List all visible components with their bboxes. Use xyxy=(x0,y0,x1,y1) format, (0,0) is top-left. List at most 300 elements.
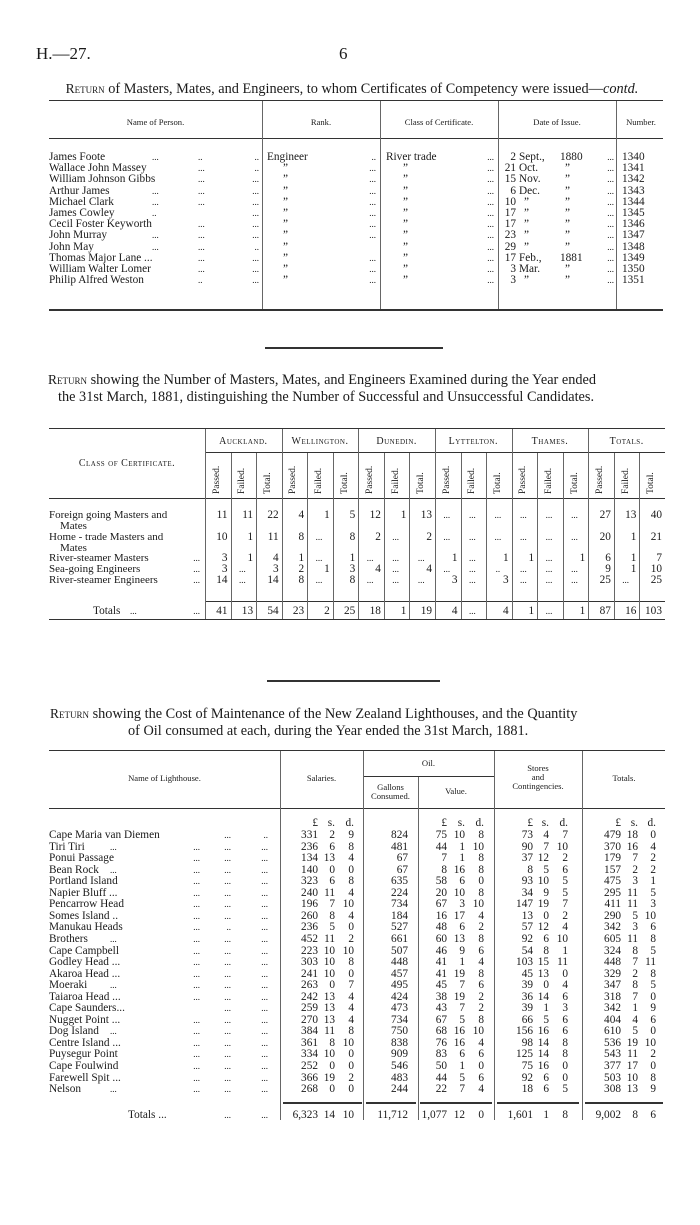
exam-count: ... xyxy=(468,510,476,520)
leader-dots: ... xyxy=(369,230,376,241)
leader-dots: ... xyxy=(607,264,614,274)
subheader-failed: Failed. xyxy=(237,467,248,494)
stores-shillings: 16 xyxy=(537,1025,549,1038)
exam-count: ... xyxy=(315,532,323,542)
rank-ditto: ” xyxy=(283,195,289,208)
lighthouse-name: Nelson xyxy=(49,1083,82,1096)
leader-dots: ... xyxy=(198,241,205,252)
gallons-consumed: 838 xyxy=(391,1036,408,1049)
oil-value-shillings: 5 xyxy=(459,1071,465,1084)
salaries-shillings: 0 xyxy=(329,863,335,876)
exam-count: ... xyxy=(520,532,527,542)
leader-dots: ... xyxy=(152,152,159,162)
total-pence: 8 xyxy=(650,1071,656,1084)
person-name: Philip Alfred Weston xyxy=(49,274,144,287)
person-name: William Walter Lomer xyxy=(49,263,151,275)
subheader-total: Total. xyxy=(262,472,273,494)
exam-count: ... xyxy=(571,564,578,574)
leader-dots: ... xyxy=(607,241,614,252)
totals-rule xyxy=(420,1102,492,1104)
exam-count: 1 xyxy=(247,531,254,543)
exam-total: 87 xyxy=(599,605,611,617)
grand-total-pounds: 9,002 xyxy=(595,1109,621,1121)
totals-label: Totals ... xyxy=(128,1109,167,1121)
exam-count: ... xyxy=(545,553,553,563)
salaries-shillings: 13 xyxy=(323,990,335,1003)
oil-value-pounds: 83 xyxy=(435,1048,447,1061)
issue-month: ” xyxy=(524,195,530,208)
oil-value-shillings: 10 xyxy=(453,829,465,841)
certificate-class: River-steamer Engineers xyxy=(49,574,158,586)
leader-dots: ... xyxy=(224,957,231,968)
issue-year: ” xyxy=(565,218,571,231)
exam-count: 9 xyxy=(605,563,611,575)
salaries-pounds: 259 xyxy=(301,1002,318,1015)
exam-count: ... xyxy=(443,532,451,542)
salaries-pence: 10 xyxy=(342,944,354,957)
oil-value-shillings: 17 xyxy=(453,909,465,922)
lighthouse-name: Napier Bluff ... xyxy=(49,886,118,899)
salaries-pounds: 268 xyxy=(301,1083,318,1096)
rank-ditto: ” xyxy=(283,240,289,253)
lighthouse-name: Portland Island xyxy=(49,875,118,888)
exam-total: 41 xyxy=(216,605,228,617)
oil-value-pence: 4 xyxy=(478,1036,484,1049)
person-name: John May xyxy=(49,240,94,253)
stores-shillings: 7 xyxy=(543,840,549,853)
exam-count: ... xyxy=(366,553,374,563)
column-divider xyxy=(616,101,617,309)
oil-value-pounds: 76 xyxy=(435,1036,447,1049)
exam-count: 3 xyxy=(451,574,458,586)
leader-dots: ... xyxy=(487,264,494,274)
oil-value-pounds: 67 xyxy=(435,898,447,911)
exam-count: ... xyxy=(417,575,425,585)
stores-pounds: 156 xyxy=(516,1025,533,1038)
certificate-class: Sea-going Engineers xyxy=(49,563,141,575)
stores-shillings: 12 xyxy=(537,921,549,934)
stores-pence: 5 xyxy=(562,875,568,888)
leader-dots: ... xyxy=(198,264,205,274)
oil-value-pounds: 44 xyxy=(435,840,447,853)
exam-count: ... xyxy=(571,575,578,585)
salaries-shillings: 10 xyxy=(323,944,335,957)
leader-dots: ... xyxy=(224,899,231,910)
total-shillings: 7 xyxy=(632,956,638,969)
salaries-total-shillings: 14 xyxy=(323,1109,335,1121)
salaries-shillings: 10 xyxy=(323,1048,335,1061)
oil-value-pence: 0 xyxy=(478,1060,484,1072)
exam-total: 19 xyxy=(420,605,432,617)
exam-count: ... xyxy=(417,553,425,563)
exam-count: 4 xyxy=(298,509,305,521)
leader-dots: ... xyxy=(369,219,376,230)
oil-value-pence: 6 xyxy=(478,944,484,957)
subheader-failed: Failed. xyxy=(620,467,631,494)
stores-pounds: 8 xyxy=(527,863,533,876)
leader-dots: ... xyxy=(152,196,159,207)
total-pounds: 404 xyxy=(604,1013,621,1026)
oil-header-rule xyxy=(363,776,494,777)
subheader-passed: Passed. xyxy=(595,465,606,494)
port-header-dunedin: Dunedin. xyxy=(376,436,417,447)
certificate-number: 1346 xyxy=(622,218,645,231)
exam-count: 8 xyxy=(298,574,305,586)
leader-dots: ... xyxy=(369,264,376,274)
exam-count: ... xyxy=(622,575,630,585)
total-pounds: 370 xyxy=(604,840,621,853)
port-header-thames: Thames. xyxy=(531,436,569,447)
exam-count: 1 xyxy=(324,563,330,575)
lighthouse-name: Nugget Point ... xyxy=(49,1013,121,1026)
leader-dots: ... xyxy=(198,252,205,263)
section-divider xyxy=(265,347,443,349)
leader-dots: ... xyxy=(369,163,376,174)
oil-value-shillings: 1 xyxy=(459,840,465,853)
total-pounds: 479 xyxy=(604,829,621,841)
subheader-total: Total. xyxy=(339,472,350,494)
stores-pence: 8 xyxy=(562,1048,568,1061)
leader-dots: .. xyxy=(198,152,203,162)
exam-count: ... xyxy=(494,532,502,542)
exam-count: ... xyxy=(392,553,400,563)
total-pounds: 543 xyxy=(604,1048,621,1061)
salaries-pence: 0 xyxy=(348,967,354,980)
leader-dots: ... xyxy=(193,575,200,585)
oil-value-shillings: 6 xyxy=(459,1048,465,1061)
leader-dots: ... xyxy=(224,1014,231,1025)
exam-count: 1 xyxy=(528,552,535,564)
totals-label: Totals xyxy=(93,605,121,617)
lighthouse-name: Cape Maria van Diemen xyxy=(49,829,160,841)
issue-year: ” xyxy=(565,162,571,175)
salaries-pence: 2 xyxy=(348,1071,354,1084)
class-ditto: ” xyxy=(403,229,409,242)
page-number: 6 xyxy=(339,44,348,63)
oil-value-pounds: 60 xyxy=(435,932,447,945)
oil-value-pounds: 38 xyxy=(435,990,447,1003)
certificate-number: 1341 xyxy=(622,162,645,175)
exam-total: ... xyxy=(545,606,553,616)
issue-month: Nov. xyxy=(519,173,541,186)
exam-total: 4 xyxy=(451,605,458,617)
oil-value-pounds: 20 xyxy=(435,886,447,899)
salaries-pence: 10 xyxy=(342,898,354,911)
oil-value-pounds: 41 xyxy=(435,967,447,980)
exam-count: 14 xyxy=(216,574,228,586)
gallons-consumed: 67 xyxy=(396,852,408,865)
salaries-shillings: 8 xyxy=(329,1036,335,1049)
table-bottom-rule xyxy=(49,619,665,620)
stores-shillings: 16 xyxy=(537,1060,549,1072)
gallons-consumed: 67 xyxy=(396,863,408,876)
salaries-pence: 9 xyxy=(348,829,354,841)
oil-value-shillings: 19 xyxy=(453,990,465,1003)
leader-dots: ... xyxy=(130,606,137,616)
lighthouses-title: Return showing the Cost of Maintenance of the New Zealand Lighthouses, and the Quantity of Oil consumed at each, during the Year ended the 31st March, 1881. xyxy=(50,706,578,739)
header-bottom-rule xyxy=(49,138,663,139)
certificate-number: 1350 xyxy=(622,263,645,275)
leader-dots: .. xyxy=(152,208,157,218)
salaries-shillings: 13 xyxy=(323,1002,335,1015)
total-pence: 8 xyxy=(650,932,656,945)
leader-dots: ... xyxy=(193,564,200,574)
rank-ditto: ” xyxy=(283,184,289,197)
exam-total: 2 xyxy=(324,605,330,617)
exam-count: 1 xyxy=(324,509,330,521)
total-pence: 10 xyxy=(644,909,656,922)
oil-value-pence: 8 xyxy=(478,932,484,945)
oil-value-pence: 2 xyxy=(478,990,484,1003)
exam-count: 3 xyxy=(349,563,356,575)
exam-count: 10 xyxy=(650,563,662,575)
leader-dots: ... xyxy=(487,196,494,207)
total-pence: 2 xyxy=(650,1048,656,1061)
stores-pounds: 103 xyxy=(516,956,533,969)
oil-value-shillings: 16 xyxy=(453,1036,465,1049)
person-name: James Foote xyxy=(49,151,106,163)
leader-dots: ... xyxy=(224,1110,231,1120)
exam-count: 11 xyxy=(216,509,228,521)
leader-dots: ... xyxy=(193,841,200,852)
oil-value-pounds: 46 xyxy=(435,944,447,957)
leader-dots: ... xyxy=(487,219,494,230)
leader-dots: ... xyxy=(261,876,268,887)
subheader-failed: Failed. xyxy=(390,467,401,494)
exam-count: 1 xyxy=(451,552,458,564)
leader-dots: ... xyxy=(193,876,200,887)
certificate-class-cont: Mates xyxy=(60,520,87,532)
salaries-pounds: 331 xyxy=(301,829,318,841)
total-pounds: 295 xyxy=(604,886,621,899)
leader-dots: ... xyxy=(224,910,231,921)
column-divider xyxy=(380,101,381,309)
exam-count: .. xyxy=(495,564,501,574)
leader-dots: ... xyxy=(193,606,200,616)
leader-dots: ... xyxy=(224,945,231,956)
total-pounds: 179 xyxy=(604,852,621,865)
stores-pounds: 18 xyxy=(521,1083,533,1096)
leader-dots: ... xyxy=(110,933,117,944)
total-pounds: 475 xyxy=(604,875,621,888)
oil-value-shillings: 10 xyxy=(453,886,465,899)
leader-dots: ... xyxy=(224,1037,231,1048)
leader-dots: ... xyxy=(261,922,268,933)
salaries-pounds: 384 xyxy=(301,1025,318,1038)
header-bottom-rule xyxy=(49,808,665,809)
total-pounds: 536 xyxy=(604,1036,621,1049)
total-pence: 0 xyxy=(650,829,656,841)
stores-pounds: 125 xyxy=(516,1048,533,1061)
person-name: John Murray xyxy=(49,229,108,242)
oil-value-shillings: 5 xyxy=(459,1013,465,1026)
certificates-title: Return of Masters, Mates, and Engineers, to whom Certificates of Competency were issued—contd. xyxy=(65,81,639,97)
gallons-consumed: 424 xyxy=(391,990,408,1003)
stores-shillings: 9 xyxy=(543,886,549,899)
oil-value-pounds: 48 xyxy=(435,921,447,934)
salaries-shillings: 0 xyxy=(329,1083,335,1096)
gallons-consumed: 750 xyxy=(391,1025,408,1038)
leader-dots: ... xyxy=(193,957,200,968)
header-number: Number. xyxy=(626,117,656,127)
leader-dots: ... xyxy=(198,230,205,241)
gallons-consumed: 448 xyxy=(391,956,408,969)
salaries-shillings: 5 xyxy=(329,921,335,934)
exam-count: ... xyxy=(392,575,400,585)
exam-count: 21 xyxy=(650,531,662,543)
leader-dots: ... xyxy=(261,991,268,1002)
leader-dots: ... xyxy=(261,1072,268,1083)
leader-dots: ... xyxy=(198,174,205,185)
rank-ditto: ” xyxy=(283,251,289,264)
leader-dots: ... xyxy=(224,968,231,979)
stores-pence: 8 xyxy=(562,1036,568,1049)
salaries-shillings: 10 xyxy=(323,956,335,969)
salaries-pence: 4 xyxy=(348,886,354,899)
leader-dots: ... xyxy=(252,196,259,207)
subheader-total: Total. xyxy=(646,472,657,494)
class-ditto: ” xyxy=(403,263,409,275)
totals-rule xyxy=(283,1102,362,1104)
leader-dots: ... xyxy=(224,933,231,944)
leader-dots: ... xyxy=(607,275,614,286)
exam-count: 7 xyxy=(656,552,662,564)
issue-month: ” xyxy=(524,218,530,231)
exam-count: ... xyxy=(545,564,553,574)
exam-count: ... xyxy=(571,532,578,542)
stores-shillings: 12 xyxy=(537,852,549,865)
exam-count: ... xyxy=(392,532,400,542)
stores-pounds: 34 xyxy=(521,886,533,899)
subheader-failed: Failed. xyxy=(544,467,554,494)
oil-value-pence: 8 xyxy=(478,1013,484,1026)
header-oil: Oil. xyxy=(421,758,436,768)
stores-pounds: 45 xyxy=(521,967,533,980)
exam-count: 4 xyxy=(426,563,432,575)
leader-dots: ... xyxy=(193,945,200,956)
gallons-consumed: 527 xyxy=(391,921,408,934)
issue-month: Dec. xyxy=(519,184,541,197)
pounds-unit: £ xyxy=(615,817,621,829)
lighthouse-name: Cape Foulwind xyxy=(49,1060,119,1072)
leader-dots: ... xyxy=(261,1037,268,1048)
exam-count: ... xyxy=(520,510,527,520)
exam-count: ... xyxy=(468,575,476,585)
total-shillings: 4 xyxy=(632,1013,638,1026)
total-shillings: 2 xyxy=(632,863,638,876)
total-shillings: 5 xyxy=(632,1025,638,1038)
rank-ditto: ” xyxy=(283,173,289,186)
leader-dots: ... xyxy=(369,185,376,196)
leader-dots: ... xyxy=(369,196,376,207)
salaries-pounds: 252 xyxy=(301,1060,318,1072)
leader-dots: ... xyxy=(487,174,494,185)
lighthouse-name: Bean Rock xyxy=(49,863,99,876)
stores-pence: 7 xyxy=(562,898,568,911)
leader-dots: ... xyxy=(607,208,614,218)
stores-shillings: 6 xyxy=(543,1071,549,1084)
leader-dots: ... xyxy=(193,991,200,1002)
header-bottom-rule xyxy=(49,498,665,499)
lighthouse-name: Pencarrow Head xyxy=(49,898,124,911)
leader-dots: ... xyxy=(224,1049,231,1060)
total-shillings: 16 xyxy=(626,840,638,853)
issue-month: ” xyxy=(524,229,530,242)
leader-dots: ... xyxy=(261,1110,268,1120)
exam-total: 13 xyxy=(241,605,254,617)
issue-month: Oct. xyxy=(519,162,539,175)
total-pounds: 377 xyxy=(604,1060,621,1072)
leader-dots: ... xyxy=(261,980,268,991)
salaries-pounds: 242 xyxy=(301,990,318,1003)
exam-total: 18 xyxy=(369,605,381,617)
stores-pence: 6 xyxy=(562,863,568,876)
leader-dots: ... xyxy=(261,1014,268,1025)
stores-pounds: 92 xyxy=(521,1071,533,1084)
stores-pounds: 66 xyxy=(521,1013,533,1026)
oil-value-shillings: 13 xyxy=(453,932,465,945)
oil-value-total-pence: 0 xyxy=(478,1109,484,1121)
salaries-shillings: 11 xyxy=(324,1025,335,1038)
leader-dots: ... xyxy=(224,864,231,875)
leader-dots: .. xyxy=(263,830,268,840)
leader-dots: ... xyxy=(224,853,231,864)
leader-dots: ... xyxy=(487,208,494,218)
leader-dots: ... xyxy=(224,1003,231,1014)
class-ditto: ” xyxy=(403,162,409,175)
rank-ditto: ” xyxy=(283,263,289,275)
header-salaries: Salaries. xyxy=(306,773,337,783)
stores-pence: 11 xyxy=(557,956,568,969)
total-pence: 5 xyxy=(650,944,656,957)
exam-count: ... xyxy=(366,575,374,585)
leader-dots: ... xyxy=(110,980,117,991)
salaries-pence: 0 xyxy=(348,1048,354,1061)
exam-count: ... xyxy=(494,510,502,520)
total-pence: 4 xyxy=(650,840,656,853)
stores-pence: 4 xyxy=(562,979,568,992)
leader-dots: ... xyxy=(224,980,231,991)
grand-total-pence: 6 xyxy=(650,1109,656,1121)
header-rank: Rank. xyxy=(310,117,332,127)
leader-dots: ... xyxy=(487,152,494,162)
leader-dots: ... xyxy=(193,1014,200,1025)
leader-dots: ... xyxy=(487,275,494,286)
gallons-consumed: 457 xyxy=(391,967,408,980)
shillings-unit: s. xyxy=(327,817,335,829)
total-pence: 6 xyxy=(650,921,656,934)
salaries-total-pence: 10 xyxy=(342,1109,354,1121)
stores-total-shillings: 1 xyxy=(543,1109,549,1121)
exam-total: ... xyxy=(468,606,476,616)
leader-dots: ... xyxy=(487,241,494,252)
stores-shillings: 14 xyxy=(537,990,549,1003)
issue-month: Sept., xyxy=(519,151,545,163)
total-shillings: 7 xyxy=(632,852,638,865)
salaries-pence: 10 xyxy=(342,1036,354,1049)
total-pence: 8 xyxy=(650,967,656,980)
oil-value-pence: 2 xyxy=(478,921,484,934)
stores-pounds: 54 xyxy=(521,944,533,957)
leader-dots: ... xyxy=(193,1061,200,1071)
oil-value-pounds: 45 xyxy=(435,979,447,992)
issue-day: 6 xyxy=(510,184,516,197)
total-pounds: 290 xyxy=(604,909,621,922)
salaries-pence: 8 xyxy=(348,840,354,853)
gallons-consumed: 909 xyxy=(391,1048,408,1061)
salaries-pence: 4 xyxy=(348,852,354,865)
total-pence: 9 xyxy=(650,1002,656,1015)
